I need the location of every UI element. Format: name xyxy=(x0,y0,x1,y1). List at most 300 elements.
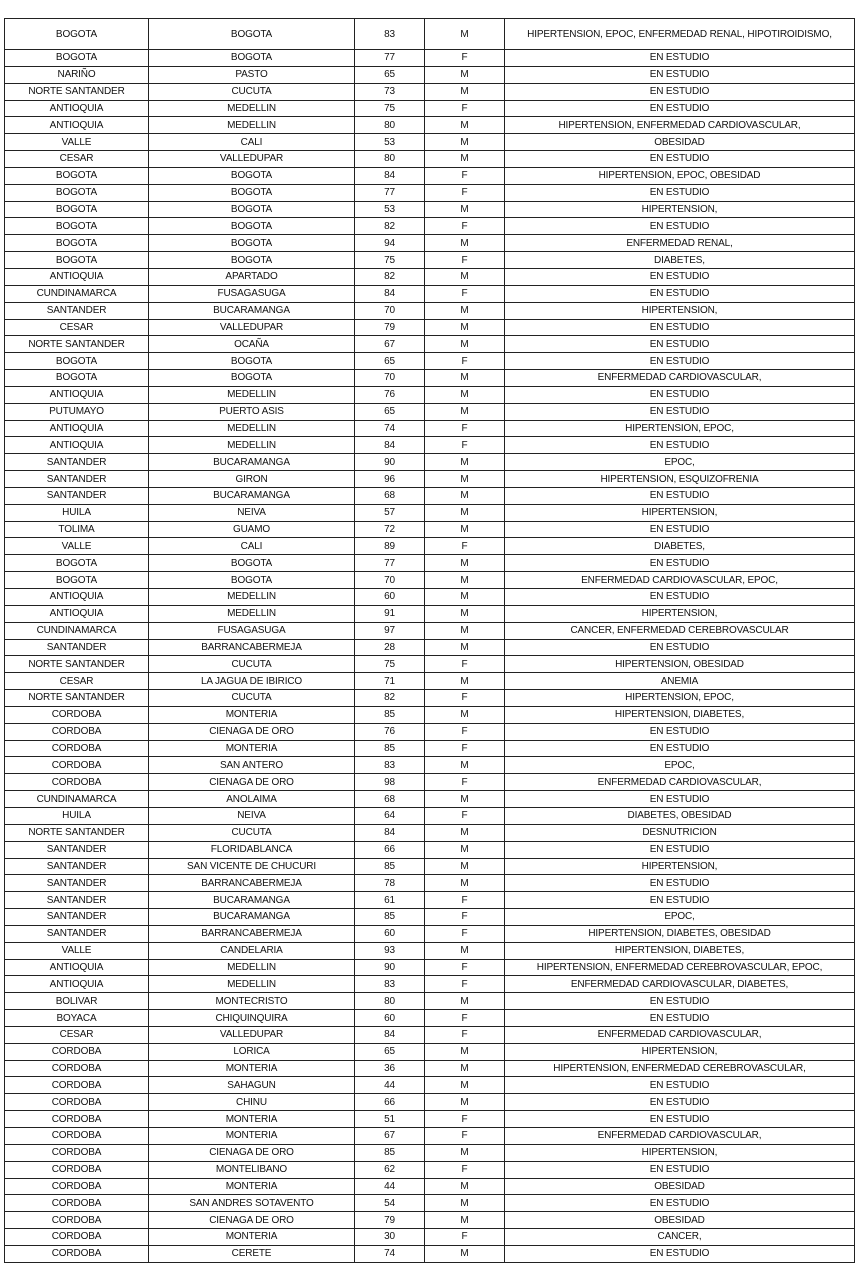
age-cell: 65 xyxy=(355,66,425,83)
sex-cell: F xyxy=(425,976,505,993)
city-cell: PASTO xyxy=(149,66,355,83)
sex-cell: M xyxy=(425,117,505,134)
city-cell: BOGOTA xyxy=(149,184,355,201)
table-row xyxy=(5,875,855,892)
conditions-cell: EN ESTUDIO xyxy=(505,993,855,1010)
table-row xyxy=(5,66,855,83)
conditions-cell: EN ESTUDIO xyxy=(505,791,855,808)
table-row xyxy=(5,1077,855,1094)
department-cell: ANTIOQUIA xyxy=(5,959,149,976)
department-cell: CORDOBA xyxy=(5,1128,149,1145)
conditions-cell: EN ESTUDIO xyxy=(505,184,855,201)
department-cell: VALLE xyxy=(5,134,149,151)
conditions-cell: HIPERTENSION, xyxy=(505,1043,855,1060)
conditions-cell: EN ESTUDIO xyxy=(505,218,855,235)
table-row xyxy=(5,538,855,555)
table-row xyxy=(5,791,855,808)
table-row xyxy=(5,1043,855,1060)
department-cell: ANTIOQUIA xyxy=(5,605,149,622)
city-cell: GIRON xyxy=(149,471,355,488)
city-cell: MEDELLIN xyxy=(149,976,355,993)
age-cell: 66 xyxy=(355,841,425,858)
department-cell: SANTANDER xyxy=(5,487,149,504)
table-row xyxy=(5,774,855,791)
city-cell: MEDELLIN xyxy=(149,420,355,437)
conditions-cell: DIABETES, xyxy=(505,538,855,555)
patient-table xyxy=(4,18,855,1263)
table-row xyxy=(5,386,855,403)
department-cell: CORDOBA xyxy=(5,1060,149,1077)
conditions-cell: ENFERMEDAD CARDIOVASCULAR, EPOC, xyxy=(505,572,855,589)
age-cell: 83 xyxy=(355,19,425,50)
age-cell: 60 xyxy=(355,1010,425,1027)
department-cell: NARIÑO xyxy=(5,66,149,83)
city-cell: BOGOTA xyxy=(149,167,355,184)
table-row xyxy=(5,1026,855,1043)
age-cell: 57 xyxy=(355,504,425,521)
department-cell: SANTANDER xyxy=(5,639,149,656)
conditions-cell: HIPERTENSION, EPOC, ENFERMEDAD RENAL, HIPOTIROIDISMO, xyxy=(505,19,855,50)
department-cell: CORDOBA xyxy=(5,1111,149,1128)
table-row xyxy=(5,858,855,875)
conditions-cell: ENFERMEDAD CARDIOVASCULAR, xyxy=(505,774,855,791)
conditions-cell: OBESIDAD xyxy=(505,134,855,151)
city-cell: OCAÑA xyxy=(149,336,355,353)
sex-cell: M xyxy=(425,521,505,538)
department-cell: NORTE SANTANDER xyxy=(5,690,149,707)
department-cell: CORDOBA xyxy=(5,774,149,791)
table-row xyxy=(5,639,855,656)
department-cell: BOGOTA xyxy=(5,50,149,67)
department-cell: CUNDINAMARCA xyxy=(5,285,149,302)
conditions-cell: DESNUTRICION xyxy=(505,824,855,841)
age-cell: 84 xyxy=(355,1026,425,1043)
city-cell: CUCUTA xyxy=(149,83,355,100)
sex-cell: M xyxy=(425,1212,505,1229)
age-cell: 53 xyxy=(355,134,425,151)
age-cell: 74 xyxy=(355,420,425,437)
department-cell: BOGOTA xyxy=(5,572,149,589)
sex-cell: M xyxy=(425,370,505,387)
table-row xyxy=(5,454,855,471)
city-cell: CALI xyxy=(149,134,355,151)
age-cell: 91 xyxy=(355,605,425,622)
department-cell: NORTE SANTANDER xyxy=(5,824,149,841)
city-cell: VALLEDUPAR xyxy=(149,151,355,168)
sex-cell: F xyxy=(425,353,505,370)
age-cell: 64 xyxy=(355,807,425,824)
department-cell: VALLE xyxy=(5,538,149,555)
department-cell: CORDOBA xyxy=(5,723,149,740)
sex-cell: F xyxy=(425,184,505,201)
sex-cell: M xyxy=(425,151,505,168)
city-cell: VALLEDUPAR xyxy=(149,319,355,336)
age-cell: 75 xyxy=(355,252,425,269)
table-row xyxy=(5,184,855,201)
sex-cell: M xyxy=(425,1094,505,1111)
table-row xyxy=(5,117,855,134)
department-cell: CORDOBA xyxy=(5,740,149,757)
conditions-cell: EN ESTUDIO xyxy=(505,589,855,606)
conditions-cell: EN ESTUDIO xyxy=(505,1195,855,1212)
department-cell: CESAR xyxy=(5,319,149,336)
conditions-cell: DIABETES, xyxy=(505,252,855,269)
conditions-cell: EN ESTUDIO xyxy=(505,83,855,100)
city-cell: MEDELLIN xyxy=(149,100,355,117)
department-cell: ANTIOQUIA xyxy=(5,268,149,285)
table-row xyxy=(5,134,855,151)
sex-cell: F xyxy=(425,723,505,740)
city-cell: LORICA xyxy=(149,1043,355,1060)
age-cell: 83 xyxy=(355,976,425,993)
age-cell: 70 xyxy=(355,370,425,387)
table-row xyxy=(5,740,855,757)
sex-cell: F xyxy=(425,1026,505,1043)
sex-cell: M xyxy=(425,83,505,100)
table-row xyxy=(5,706,855,723)
table-row xyxy=(5,673,855,690)
conditions-cell: ENFERMEDAD CARDIOVASCULAR, xyxy=(505,1128,855,1145)
department-cell: HUILA xyxy=(5,807,149,824)
department-cell: BOGOTA xyxy=(5,19,149,50)
age-cell: 96 xyxy=(355,471,425,488)
sex-cell: M xyxy=(425,471,505,488)
sex-cell: M xyxy=(425,757,505,774)
department-cell: ANTIOQUIA xyxy=(5,420,149,437)
table-row xyxy=(5,942,855,959)
city-cell: MEDELLIN xyxy=(149,386,355,403)
sex-cell: M xyxy=(425,858,505,875)
conditions-cell: EN ESTUDIO xyxy=(505,841,855,858)
age-cell: 61 xyxy=(355,892,425,909)
age-cell: 65 xyxy=(355,1043,425,1060)
department-cell: BOGOTA xyxy=(5,555,149,572)
table-row xyxy=(5,268,855,285)
city-cell: CIENAGA DE ORO xyxy=(149,1212,355,1229)
city-cell: CIENAGA DE ORO xyxy=(149,1144,355,1161)
sex-cell: M xyxy=(425,824,505,841)
sex-cell: M xyxy=(425,201,505,218)
table-row xyxy=(5,1229,855,1246)
age-cell: 65 xyxy=(355,353,425,370)
city-cell: BOGOTA xyxy=(149,370,355,387)
sex-cell: F xyxy=(425,100,505,117)
table-row xyxy=(5,605,855,622)
conditions-cell: EN ESTUDIO xyxy=(505,437,855,454)
city-cell: MEDELLIN xyxy=(149,959,355,976)
table-row xyxy=(5,437,855,454)
city-cell: VALLEDUPAR xyxy=(149,1026,355,1043)
table-row xyxy=(5,151,855,168)
age-cell: 44 xyxy=(355,1077,425,1094)
department-cell: HUILA xyxy=(5,504,149,521)
conditions-cell: EN ESTUDIO xyxy=(505,555,855,572)
age-cell: 83 xyxy=(355,757,425,774)
department-cell: BOGOTA xyxy=(5,353,149,370)
age-cell: 53 xyxy=(355,201,425,218)
table-row xyxy=(5,201,855,218)
city-cell: MONTERIA xyxy=(149,1128,355,1145)
department-cell: ANTIOQUIA xyxy=(5,117,149,134)
department-cell: CORDOBA xyxy=(5,1212,149,1229)
conditions-cell: HIPERTENSION, DIABETES, OBESIDAD xyxy=(505,925,855,942)
table-row xyxy=(5,555,855,572)
city-cell: SAHAGUN xyxy=(149,1077,355,1094)
age-cell: 77 xyxy=(355,555,425,572)
table-row xyxy=(5,50,855,67)
sex-cell: M xyxy=(425,336,505,353)
conditions-cell: HIPERTENSION, OBESIDAD xyxy=(505,656,855,673)
city-cell: MONTERIA xyxy=(149,1060,355,1077)
city-cell: FUSAGASUGA xyxy=(149,622,355,639)
sex-cell: M xyxy=(425,1060,505,1077)
sex-cell: M xyxy=(425,302,505,319)
conditions-cell: EN ESTUDIO xyxy=(505,1094,855,1111)
conditions-cell: EN ESTUDIO xyxy=(505,1010,855,1027)
city-cell: FUSAGASUGA xyxy=(149,285,355,302)
department-cell: NORTE SANTANDER xyxy=(5,656,149,673)
age-cell: 28 xyxy=(355,639,425,656)
table-row xyxy=(5,235,855,252)
sex-cell: M xyxy=(425,1144,505,1161)
conditions-cell: EN ESTUDIO xyxy=(505,336,855,353)
age-cell: 66 xyxy=(355,1094,425,1111)
table-row xyxy=(5,471,855,488)
conditions-cell: HIPERTENSION, ENFERMEDAD CARDIOVASCULAR, xyxy=(505,117,855,134)
conditions-cell: HIPERTENSION, EPOC, OBESIDAD xyxy=(505,167,855,184)
city-cell: SAN ANDRES SOTAVENTO xyxy=(149,1195,355,1212)
sex-cell: F xyxy=(425,1111,505,1128)
table-row xyxy=(5,925,855,942)
conditions-cell: EN ESTUDIO xyxy=(505,875,855,892)
conditions-cell: EN ESTUDIO xyxy=(505,521,855,538)
conditions-cell: EN ESTUDIO xyxy=(505,353,855,370)
conditions-cell: HIPERTENSION, ENFERMEDAD CEREBROVASCULAR, xyxy=(505,1060,855,1077)
age-cell: 82 xyxy=(355,690,425,707)
conditions-cell: ENFERMEDAD CARDIOVASCULAR, xyxy=(505,370,855,387)
conditions-cell: HIPERTENSION, xyxy=(505,1144,855,1161)
table-row xyxy=(5,1144,855,1161)
department-cell: CORDOBA xyxy=(5,1043,149,1060)
department-cell: BOGOTA xyxy=(5,184,149,201)
department-cell: TOLIMA xyxy=(5,521,149,538)
age-cell: 79 xyxy=(355,1212,425,1229)
sex-cell: F xyxy=(425,1010,505,1027)
age-cell: 76 xyxy=(355,723,425,740)
conditions-cell: EN ESTUDIO xyxy=(505,1111,855,1128)
conditions-cell: DIABETES, OBESIDAD xyxy=(505,807,855,824)
city-cell: BUCARAMANGA xyxy=(149,302,355,319)
city-cell: BUCARAMANGA xyxy=(149,892,355,909)
conditions-cell: EN ESTUDIO xyxy=(505,487,855,504)
sex-cell: M xyxy=(425,1178,505,1195)
sex-cell: M xyxy=(425,639,505,656)
age-cell: 72 xyxy=(355,521,425,538)
city-cell: BOGOTA xyxy=(149,19,355,50)
age-cell: 70 xyxy=(355,302,425,319)
city-cell: MONTECRISTO xyxy=(149,993,355,1010)
table-row xyxy=(5,19,855,50)
table-row xyxy=(5,353,855,370)
conditions-cell: EN ESTUDIO xyxy=(505,50,855,67)
sex-cell: M xyxy=(425,19,505,50)
age-cell: 85 xyxy=(355,909,425,926)
sex-cell: F xyxy=(425,959,505,976)
department-cell: CESAR xyxy=(5,151,149,168)
sex-cell: F xyxy=(425,252,505,269)
department-cell: CORDOBA xyxy=(5,706,149,723)
conditions-cell: EN ESTUDIO xyxy=(505,403,855,420)
sex-cell: M xyxy=(425,605,505,622)
conditions-cell: CANCER, ENFERMEDAD CEREBROVASCULAR xyxy=(505,622,855,639)
sex-cell: F xyxy=(425,909,505,926)
department-cell: SANTANDER xyxy=(5,909,149,926)
age-cell: 36 xyxy=(355,1060,425,1077)
conditions-cell: EPOC, xyxy=(505,757,855,774)
department-cell: CORDOBA xyxy=(5,1245,149,1262)
city-cell: LA JAGUA DE IBIRICO xyxy=(149,673,355,690)
department-cell: BOYACA xyxy=(5,1010,149,1027)
conditions-cell: EPOC, xyxy=(505,454,855,471)
department-cell: NORTE SANTANDER xyxy=(5,336,149,353)
city-cell: MEDELLIN xyxy=(149,437,355,454)
table-row xyxy=(5,690,855,707)
sex-cell: M xyxy=(425,572,505,589)
age-cell: 30 xyxy=(355,1229,425,1246)
city-cell: BOGOTA xyxy=(149,201,355,218)
sex-cell: F xyxy=(425,656,505,673)
sex-cell: M xyxy=(425,1077,505,1094)
age-cell: 51 xyxy=(355,1111,425,1128)
sex-cell: M xyxy=(425,791,505,808)
sex-cell: F xyxy=(425,218,505,235)
age-cell: 68 xyxy=(355,487,425,504)
sex-cell: M xyxy=(425,1245,505,1262)
city-cell: PUERTO ASIS xyxy=(149,403,355,420)
sex-cell: F xyxy=(425,1161,505,1178)
sex-cell: M xyxy=(425,1043,505,1060)
table-row xyxy=(5,909,855,926)
department-cell: CORDOBA xyxy=(5,1144,149,1161)
table-row xyxy=(5,757,855,774)
age-cell: 85 xyxy=(355,858,425,875)
department-cell: VALLE xyxy=(5,942,149,959)
department-cell: BOLIVAR xyxy=(5,993,149,1010)
conditions-cell: EN ESTUDIO xyxy=(505,66,855,83)
age-cell: 82 xyxy=(355,218,425,235)
department-cell: BOGOTA xyxy=(5,218,149,235)
table-row xyxy=(5,723,855,740)
age-cell: 94 xyxy=(355,235,425,252)
table-row xyxy=(5,1128,855,1145)
city-cell: MEDELLIN xyxy=(149,589,355,606)
sex-cell: M xyxy=(425,268,505,285)
age-cell: 84 xyxy=(355,824,425,841)
city-cell: BUCARAMANGA xyxy=(149,454,355,471)
conditions-cell: CANCER, xyxy=(505,1229,855,1246)
table-row xyxy=(5,807,855,824)
conditions-cell: EN ESTUDIO xyxy=(505,1245,855,1262)
table-row xyxy=(5,285,855,302)
sex-cell: F xyxy=(425,690,505,707)
age-cell: 73 xyxy=(355,83,425,100)
age-cell: 84 xyxy=(355,285,425,302)
department-cell: CUNDINAMARCA xyxy=(5,791,149,808)
table-row xyxy=(5,336,855,353)
age-cell: 85 xyxy=(355,740,425,757)
sex-cell: F xyxy=(425,774,505,791)
conditions-cell: HIPERTENSION, ENFERMEDAD CEREBROVASCULAR, EPOC, xyxy=(505,959,855,976)
sex-cell: F xyxy=(425,925,505,942)
conditions-cell: HIPERTENSION, xyxy=(505,302,855,319)
sex-cell: M xyxy=(425,1195,505,1212)
conditions-cell: HIPERTENSION, xyxy=(505,504,855,521)
table-row xyxy=(5,252,855,269)
table-row xyxy=(5,622,855,639)
city-cell: CUCUTA xyxy=(149,656,355,673)
city-cell: BARRANCABERMEJA xyxy=(149,639,355,656)
city-cell: CIENAGA DE ORO xyxy=(149,774,355,791)
age-cell: 60 xyxy=(355,589,425,606)
city-cell: BOGOTA xyxy=(149,572,355,589)
age-cell: 78 xyxy=(355,875,425,892)
conditions-cell: EN ESTUDIO xyxy=(505,723,855,740)
sex-cell: F xyxy=(425,740,505,757)
table-row xyxy=(5,521,855,538)
age-cell: 80 xyxy=(355,117,425,134)
age-cell: 71 xyxy=(355,673,425,690)
table-row xyxy=(5,976,855,993)
department-cell: SANTANDER xyxy=(5,892,149,909)
department-cell: SANTANDER xyxy=(5,454,149,471)
conditions-cell: EN ESTUDIO xyxy=(505,386,855,403)
table-row xyxy=(5,841,855,858)
table-row xyxy=(5,1245,855,1262)
sex-cell: M xyxy=(425,589,505,606)
department-cell: SANTANDER xyxy=(5,471,149,488)
department-cell: BOGOTA xyxy=(5,252,149,269)
department-cell: ANTIOQUIA xyxy=(5,100,149,117)
department-cell: CESAR xyxy=(5,673,149,690)
conditions-cell: HIPERTENSION, xyxy=(505,605,855,622)
sex-cell: M xyxy=(425,673,505,690)
department-cell: BOGOTA xyxy=(5,370,149,387)
sex-cell: M xyxy=(425,403,505,420)
conditions-cell: OBESIDAD xyxy=(505,1178,855,1195)
table-row xyxy=(5,83,855,100)
department-cell: ANTIOQUIA xyxy=(5,589,149,606)
city-cell: BOGOTA xyxy=(149,235,355,252)
conditions-cell: HIPERTENSION, ESQUIZOFRENIA xyxy=(505,471,855,488)
conditions-cell: HIPERTENSION, EPOC, xyxy=(505,420,855,437)
department-cell: CORDOBA xyxy=(5,1229,149,1246)
city-cell: APARTADO xyxy=(149,268,355,285)
age-cell: 84 xyxy=(355,437,425,454)
table-row xyxy=(5,100,855,117)
table-row xyxy=(5,589,855,606)
age-cell: 76 xyxy=(355,386,425,403)
table-row xyxy=(5,572,855,589)
table-row xyxy=(5,1010,855,1027)
department-cell: CORDOBA xyxy=(5,1195,149,1212)
age-cell: 90 xyxy=(355,959,425,976)
conditions-cell: EN ESTUDIO xyxy=(505,892,855,909)
conditions-cell: EN ESTUDIO xyxy=(505,639,855,656)
city-cell: MONTELIBANO xyxy=(149,1161,355,1178)
table-row xyxy=(5,1060,855,1077)
table-row xyxy=(5,1178,855,1195)
sex-cell: F xyxy=(425,1128,505,1145)
